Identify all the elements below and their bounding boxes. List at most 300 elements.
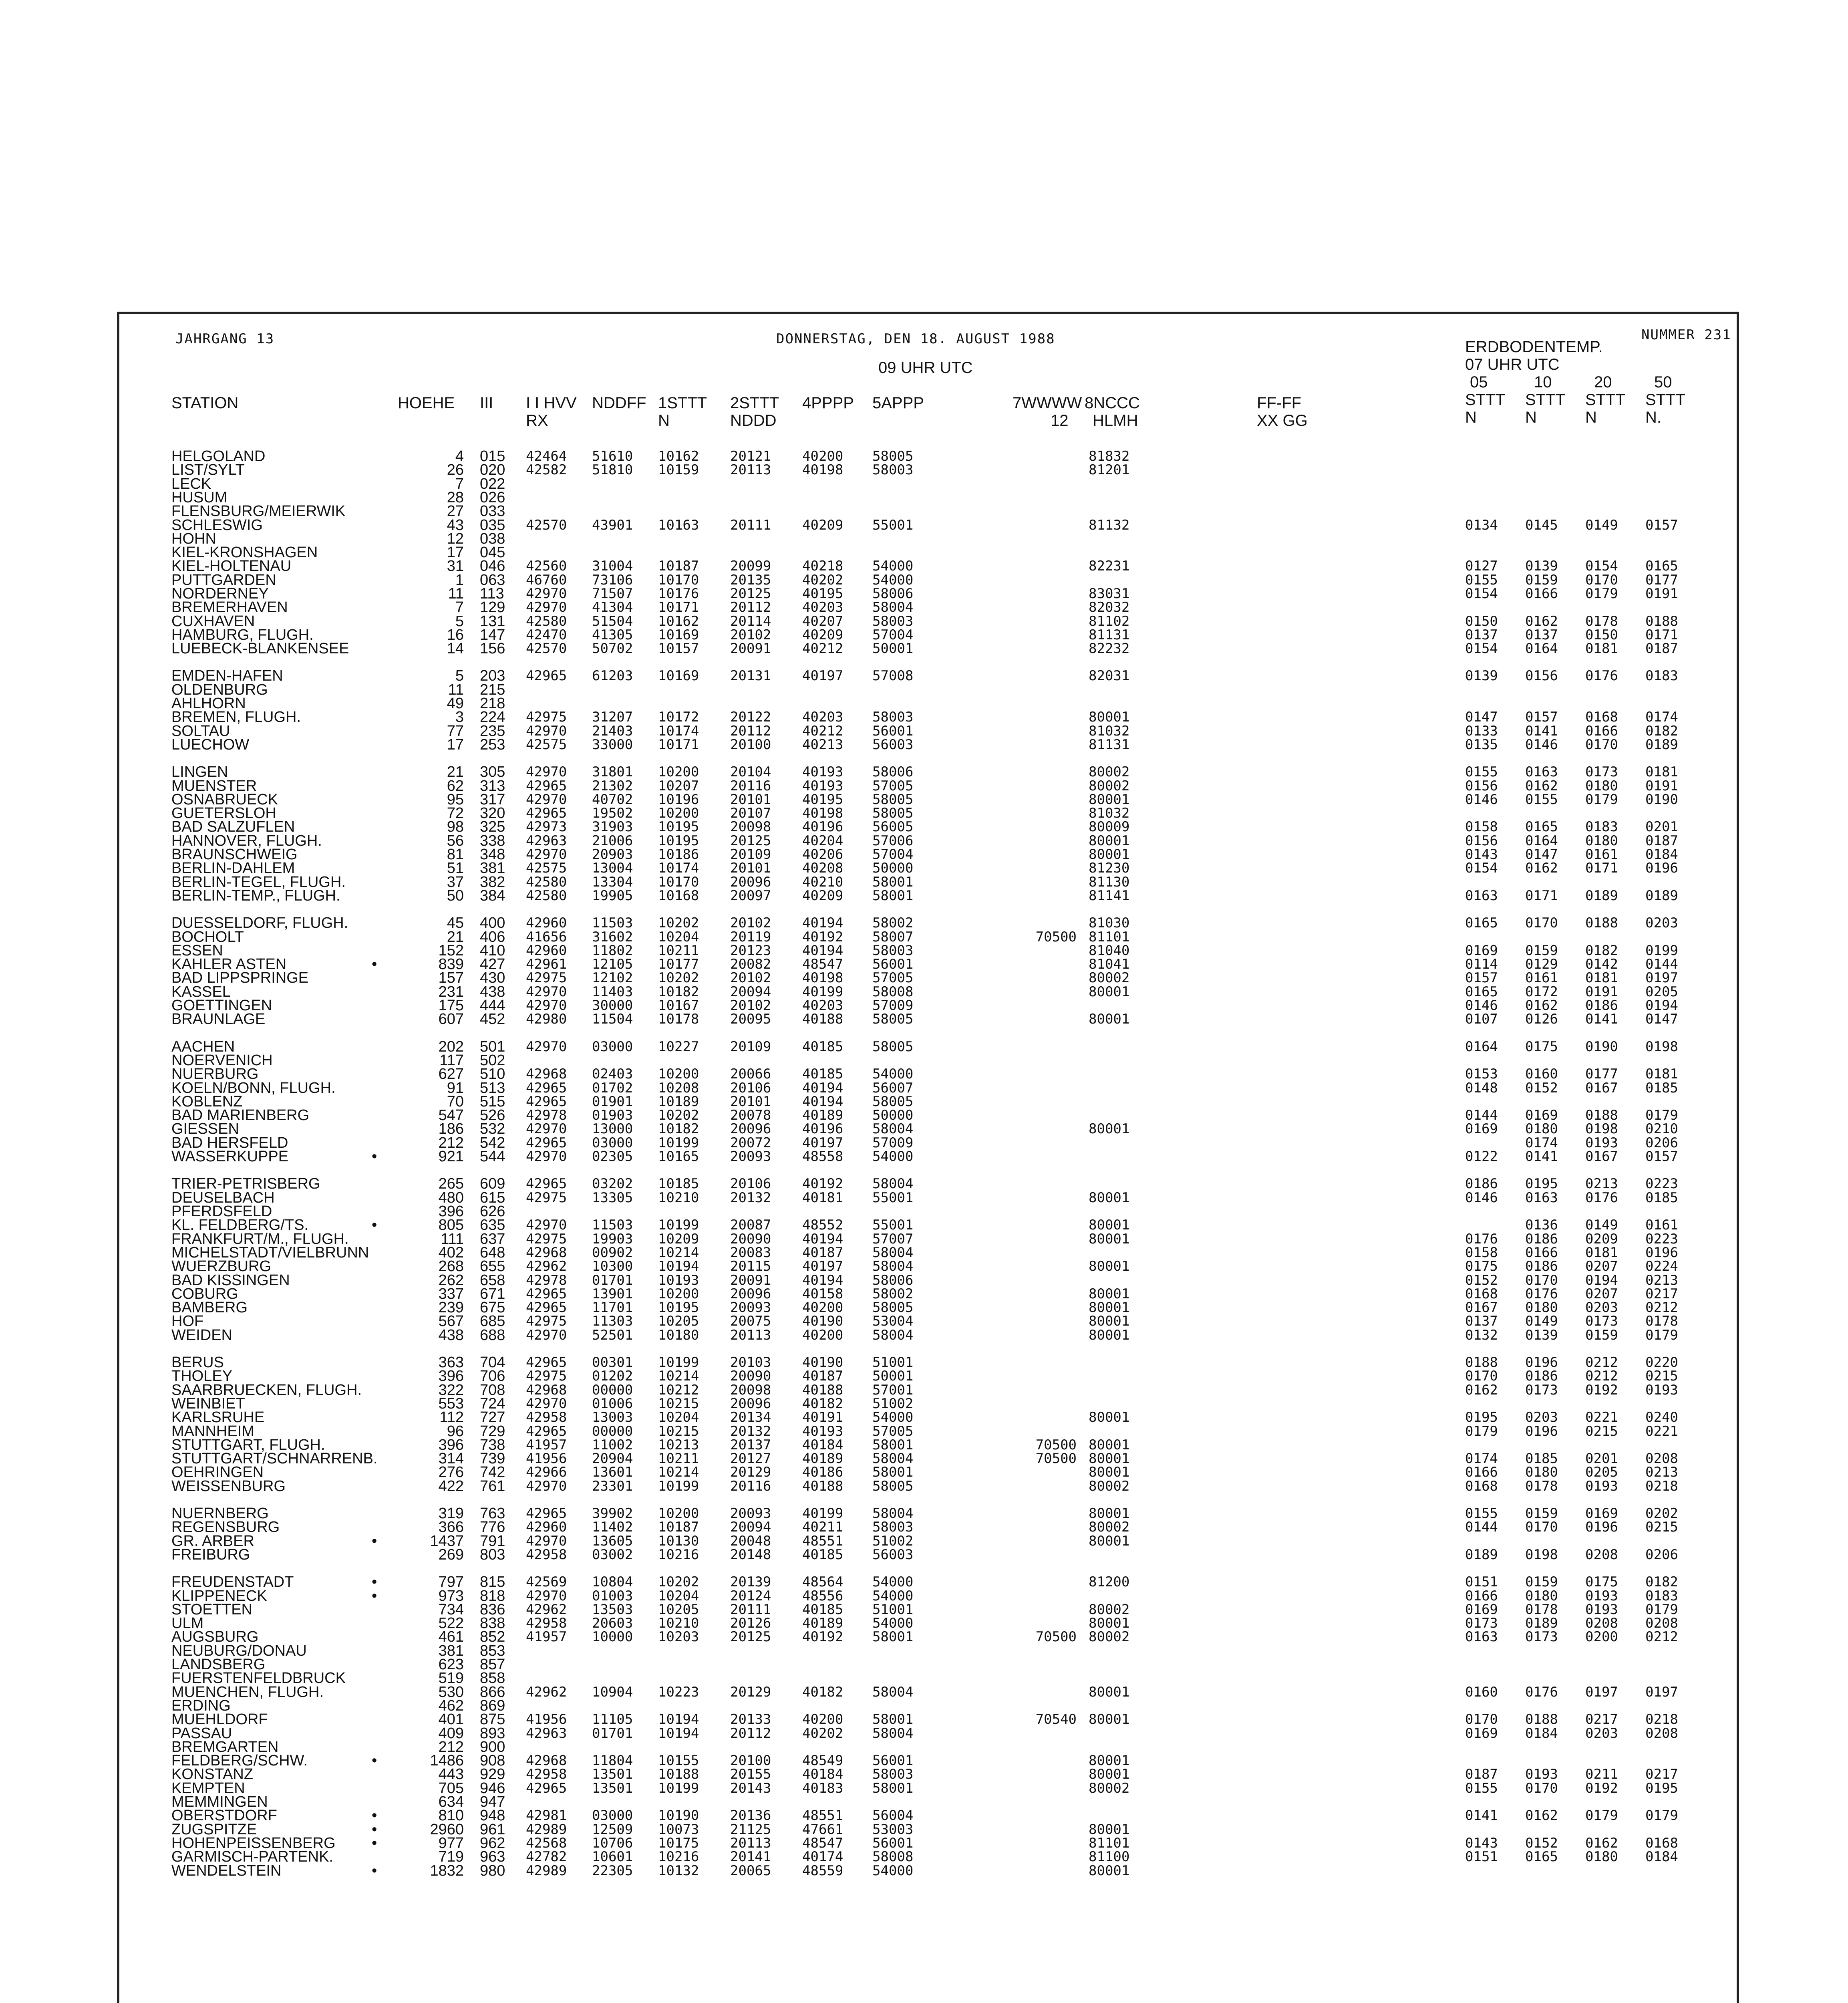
station-name: LECK bbox=[171, 476, 211, 492]
soil-temp-2: 0161 bbox=[1525, 970, 1558, 986]
synop-group-1: 42970 bbox=[526, 723, 567, 739]
col-n-2: N bbox=[1525, 409, 1537, 426]
synop-group-4: 20112 bbox=[730, 1725, 771, 1741]
synop-group-2: 51810 bbox=[592, 462, 633, 478]
station-name: GARMISCH-PARTENK. bbox=[171, 1848, 333, 1865]
station-height: 43 bbox=[447, 517, 464, 534]
synop-group-1: 41956 bbox=[526, 1711, 567, 1727]
soil-temp-1: 0169 bbox=[1465, 1121, 1498, 1137]
station-height: 607 bbox=[438, 1011, 464, 1028]
soil-temp-2: 0185 bbox=[1525, 1451, 1558, 1467]
station-name: WUERZBURG bbox=[171, 1258, 272, 1275]
synop-group-6: 58007 bbox=[872, 929, 914, 945]
synop-group-1: 42970 bbox=[526, 1478, 567, 1494]
station-name: DEUSELBACH bbox=[171, 1189, 275, 1206]
station-id: 739 bbox=[480, 1450, 505, 1467]
synop-group-6: 51002 bbox=[872, 1533, 914, 1549]
synop-group-1: 42470 bbox=[526, 627, 567, 643]
synop-group-1: 42958 bbox=[526, 1766, 567, 1782]
station-height: 1437 bbox=[430, 1533, 464, 1550]
synop-group-4: 20112 bbox=[730, 723, 771, 739]
soil-temp-3: 0193 bbox=[1585, 1588, 1618, 1604]
synop-group-1: 42966 bbox=[526, 1464, 567, 1480]
synop-group-5: 40184 bbox=[802, 1437, 843, 1453]
soil-temp-4: 0217 bbox=[1645, 1766, 1678, 1782]
synop-group-2: 13304 bbox=[592, 874, 633, 890]
synop-group-4: 20102 bbox=[730, 997, 771, 1014]
station-name: STUTTGART, FLUGH. bbox=[171, 1437, 325, 1453]
synop-group-4: 20094 bbox=[730, 984, 771, 1000]
synop-group-2: 13305 bbox=[592, 1190, 633, 1206]
soil-temp-4: 0187 bbox=[1645, 833, 1678, 849]
synop-group-3: 10208 bbox=[658, 1080, 699, 1096]
synop-group-3: 10170 bbox=[658, 874, 699, 890]
station-height: 381 bbox=[438, 1642, 464, 1659]
synop-group-2: 13003 bbox=[592, 1409, 633, 1425]
soil-temp-4: 0195 bbox=[1645, 1780, 1678, 1796]
station-name: OEHRINGEN bbox=[171, 1464, 264, 1481]
synop-group-8: 81041 bbox=[1089, 956, 1130, 972]
synop-group-6: 58004 bbox=[872, 1245, 914, 1261]
synop-group-5: 40212 bbox=[802, 723, 843, 739]
synop-group-6: 54000 bbox=[872, 1863, 914, 1879]
soil-temp-2: 0149 bbox=[1525, 1313, 1558, 1329]
synop-group-5: 48549 bbox=[802, 1753, 843, 1769]
synop-group-3: 10202 bbox=[658, 915, 699, 931]
station-id: 532 bbox=[480, 1120, 505, 1137]
soil-temp-4: 0212 bbox=[1645, 1300, 1678, 1316]
synop-group-1: 42975 bbox=[526, 970, 567, 986]
station-id: 980 bbox=[480, 1862, 505, 1879]
station-name: KOELN/BONN, FLUGH. bbox=[171, 1080, 336, 1096]
soil-temp-3: 0170 bbox=[1585, 572, 1618, 588]
soil-temp-4: 0184 bbox=[1645, 1849, 1678, 1865]
station-name: AHLHORN bbox=[171, 695, 246, 712]
synop-group-8: 80001 bbox=[1089, 1711, 1130, 1727]
soil-temp-1: 0188 bbox=[1465, 1354, 1498, 1370]
synop-group-5: 48551 bbox=[802, 1533, 843, 1549]
synop-group-6: 58001 bbox=[872, 874, 914, 890]
station-id: 382 bbox=[480, 874, 505, 891]
station-id: 020 bbox=[480, 461, 505, 478]
station-id: 706 bbox=[480, 1368, 505, 1384]
synop-group-4: 20106 bbox=[730, 1080, 771, 1096]
station-id: 727 bbox=[480, 1409, 505, 1426]
synop-group-1: 42965 bbox=[526, 1080, 567, 1096]
station-name: HANNOVER, FLUGH. bbox=[171, 832, 322, 849]
soil-temp-2: 0159 bbox=[1525, 572, 1558, 588]
synop-group-8: 80001 bbox=[1089, 1286, 1130, 1302]
synop-group-2: 51610 bbox=[592, 448, 633, 464]
soil-temp-1: 0186 bbox=[1465, 1176, 1498, 1192]
soil-temp-2: 0162 bbox=[1525, 613, 1558, 629]
synop-group-8: 81132 bbox=[1089, 517, 1130, 533]
synop-group-2: 31004 bbox=[592, 558, 633, 574]
station-name: KASSEL bbox=[171, 983, 231, 1000]
synop-group-1: 42569 bbox=[526, 1574, 567, 1590]
soil-temp-1: 0151 bbox=[1465, 1849, 1498, 1865]
soil-temp-2: 0163 bbox=[1525, 1190, 1558, 1206]
synop-group-3: 10180 bbox=[658, 1327, 699, 1343]
station-height: 186 bbox=[438, 1120, 464, 1137]
synop-group-6: 58004 bbox=[872, 1258, 914, 1274]
soil-temp-3: 0159 bbox=[1585, 1327, 1618, 1343]
col-station: STATION bbox=[171, 394, 239, 412]
station-height: 627 bbox=[438, 1066, 464, 1082]
synop-group-6: 50000 bbox=[872, 1107, 914, 1123]
soil-temp-4: 0191 bbox=[1645, 778, 1678, 794]
soil-temp-4: 0179 bbox=[1645, 1327, 1678, 1343]
synop-group-3: 10195 bbox=[658, 1300, 699, 1316]
synop-group-4: 20132 bbox=[730, 1190, 771, 1206]
synop-group-1: 42978 bbox=[526, 1107, 567, 1123]
synop-group-2: 11402 bbox=[592, 1519, 633, 1535]
synop-group-1: 42975 bbox=[526, 1190, 567, 1206]
station-id: 147 bbox=[480, 627, 505, 643]
synop-group-2: 01006 bbox=[592, 1396, 633, 1412]
soil-temp-3: 0141 bbox=[1585, 1011, 1618, 1027]
soil-temp-1: 0137 bbox=[1465, 1313, 1498, 1329]
synop-group-6: 58003 bbox=[872, 1766, 914, 1782]
synop-group-8: 81141 bbox=[1089, 888, 1130, 904]
synop-group-6: 58003 bbox=[872, 1519, 914, 1535]
station-id: 218 bbox=[480, 695, 505, 712]
station-height: 239 bbox=[438, 1299, 464, 1316]
soil-temp-3: 0170 bbox=[1585, 737, 1618, 753]
soil-temp-3: 0173 bbox=[1585, 764, 1618, 780]
mountain-marker: • bbox=[372, 1148, 377, 1165]
station-id: 615 bbox=[480, 1189, 505, 1206]
soil-temp-1: 0176 bbox=[1465, 1231, 1498, 1247]
soil-temp-1: 0187 bbox=[1465, 1766, 1498, 1782]
station-height: 547 bbox=[438, 1107, 464, 1124]
station-height: 7 bbox=[455, 599, 464, 616]
synop-group-3: 10130 bbox=[658, 1533, 699, 1549]
synop-group-5: 40192 bbox=[802, 1176, 843, 1192]
soil-temp-2: 0170 bbox=[1525, 1519, 1558, 1535]
synop-group-8: 80002 bbox=[1089, 778, 1130, 794]
soil-temp-1: 0122 bbox=[1465, 1149, 1498, 1165]
station-id: 022 bbox=[480, 476, 505, 492]
synop-group-3: 10177 bbox=[658, 956, 699, 972]
report-date: DONNERSTAG, DEN 18. AUGUST 1988 bbox=[776, 331, 1055, 347]
synop-group-5: 40188 bbox=[802, 1011, 843, 1027]
station-height: 11 bbox=[448, 585, 464, 602]
synop-group-2: 03000 bbox=[592, 1808, 633, 1824]
synop-group-8: 80001 bbox=[1089, 1437, 1130, 1453]
soil-temp-3: 0201 bbox=[1585, 1451, 1618, 1467]
station-height: 5 bbox=[455, 613, 464, 630]
synop-group-8: 81131 bbox=[1089, 627, 1130, 643]
soil-temp-1: 0155 bbox=[1465, 1505, 1498, 1521]
station-name: FELDBERG/SCHW. bbox=[171, 1752, 308, 1769]
synop-group-6: 58003 bbox=[872, 462, 914, 478]
station-height: 175 bbox=[438, 997, 464, 1014]
col-stttn-4: STTT bbox=[1645, 391, 1685, 409]
soil-temp-2: 0163 bbox=[1525, 764, 1558, 780]
synop-group-1: 42962 bbox=[526, 1602, 567, 1618]
synop-group-2: 20904 bbox=[592, 1451, 633, 1467]
col-group3: 1STTT bbox=[658, 394, 707, 412]
synop-group-2: 21302 bbox=[592, 778, 633, 794]
station-name: HAMBURG, FLUGH. bbox=[171, 627, 314, 643]
station-id: 893 bbox=[480, 1725, 505, 1742]
synop-group-4: 20116 bbox=[730, 1478, 771, 1494]
synop-group-4: 20102 bbox=[730, 970, 771, 986]
soil-temp-1: 0158 bbox=[1465, 819, 1498, 835]
synop-group-6: 56004 bbox=[872, 1808, 914, 1824]
synop-group-1: 42970 bbox=[526, 1588, 567, 1604]
synop-group-4: 20143 bbox=[730, 1780, 771, 1796]
synop-group-6: 58001 bbox=[872, 1711, 914, 1727]
station-name: KEMPTEN bbox=[171, 1780, 245, 1797]
synop-group-2: 01202 bbox=[592, 1368, 633, 1384]
synop-group-1: 42570 bbox=[526, 517, 567, 533]
synop-group-5: 40195 bbox=[802, 586, 843, 602]
soil-temp-1: 0133 bbox=[1465, 723, 1498, 739]
soil-temp-1: 0151 bbox=[1465, 1574, 1498, 1590]
synop-group-6: 57006 bbox=[872, 833, 914, 849]
col-stttn-1: STTT bbox=[1465, 391, 1505, 409]
synop-group-2: 11303 bbox=[592, 1313, 633, 1329]
synop-group-1: 42961 bbox=[526, 956, 567, 972]
synop-group-2: 01003 bbox=[592, 1588, 633, 1604]
soil-temp-3: 0193 bbox=[1585, 1602, 1618, 1618]
station-id: 947 bbox=[480, 1793, 505, 1810]
soil-temp-2: 0178 bbox=[1525, 1478, 1558, 1494]
synop-group-3: 10215 bbox=[658, 1396, 699, 1412]
soil-temp-1: 0166 bbox=[1465, 1588, 1498, 1604]
soil-temp-2: 0170 bbox=[1525, 1272, 1558, 1288]
station-name: BERLIN-TEGEL, FLUGH. bbox=[171, 874, 346, 891]
synop-group-3: 10204 bbox=[658, 929, 699, 945]
synop-group-6: 56007 bbox=[872, 1080, 914, 1096]
soil-temp-4: 0182 bbox=[1645, 1574, 1678, 1590]
synop-group-4: 20109 bbox=[730, 1039, 771, 1055]
soil-temp-4: 0144 bbox=[1645, 956, 1678, 972]
station-name: REGENSBURG bbox=[171, 1519, 280, 1535]
station-id: 858 bbox=[480, 1670, 505, 1687]
station-id: 348 bbox=[480, 846, 505, 863]
station-name: GR. ARBER bbox=[171, 1533, 254, 1550]
soil-temp-3: 0208 bbox=[1585, 1547, 1618, 1563]
station-id: 544 bbox=[480, 1148, 505, 1165]
soil-temp-4: 0185 bbox=[1645, 1190, 1678, 1206]
synop-group-3: 10207 bbox=[658, 778, 699, 794]
synop-group-2: 33000 bbox=[592, 737, 633, 753]
synop-group-1: 42970 bbox=[526, 586, 567, 602]
synop-group-8: 80002 bbox=[1089, 1602, 1130, 1618]
synop-group-4: 20113 bbox=[730, 462, 771, 478]
synop-group-8: 80001 bbox=[1089, 1300, 1130, 1316]
station-name: COBURG bbox=[171, 1286, 238, 1302]
soil-temp-1: 0158 bbox=[1465, 1245, 1498, 1261]
soil-temp-1: 0154 bbox=[1465, 860, 1498, 876]
synop-group-8: 82032 bbox=[1089, 599, 1130, 615]
synop-group-3: 10174 bbox=[658, 860, 699, 876]
synop-group-4: 20093 bbox=[730, 1149, 771, 1165]
station-name: BAD HERSFELD bbox=[171, 1134, 288, 1151]
synop-group-5: 40187 bbox=[802, 1245, 843, 1261]
soil-temp-4: 0223 bbox=[1645, 1176, 1678, 1192]
synop-group-2: 41305 bbox=[592, 627, 633, 643]
soil-temp-4: 0197 bbox=[1645, 970, 1678, 986]
synop-group-6: 58001 bbox=[872, 1780, 914, 1796]
synop-group-7: 70540 bbox=[1035, 1711, 1077, 1727]
station-height: 443 bbox=[438, 1766, 464, 1783]
soil-temp-1: 0155 bbox=[1465, 764, 1498, 780]
synop-group-5: 40189 bbox=[802, 1107, 843, 1123]
station-id: 046 bbox=[480, 558, 505, 574]
station-id: 129 bbox=[480, 599, 505, 616]
synop-group-5: 40210 bbox=[802, 874, 843, 890]
synop-group-5: 40197 bbox=[802, 1135, 843, 1151]
synop-group-5: 40193 bbox=[802, 1423, 843, 1439]
station-id: 305 bbox=[480, 764, 505, 780]
station-id: 724 bbox=[480, 1395, 505, 1412]
synop-group-4: 20096 bbox=[730, 874, 771, 890]
soil-temp-2: 0156 bbox=[1525, 668, 1558, 684]
soil-temp-1: 0150 bbox=[1465, 613, 1498, 629]
synop-group-3: 10162 bbox=[658, 448, 699, 464]
synop-group-2: 00000 bbox=[592, 1423, 633, 1439]
station-id: 501 bbox=[480, 1038, 505, 1055]
soil-temp-1: 0152 bbox=[1465, 1272, 1498, 1288]
soil-temp-1: 0168 bbox=[1465, 1478, 1498, 1494]
soil-temp-3: 0189 bbox=[1585, 888, 1618, 904]
soil-temp-1: 0146 bbox=[1465, 1190, 1498, 1206]
station-height: 12 bbox=[447, 530, 464, 547]
synop-group-4: 20132 bbox=[730, 1423, 771, 1439]
soil-temp-2: 0176 bbox=[1525, 1286, 1558, 1302]
station-id: 515 bbox=[480, 1093, 505, 1110]
synop-group-5: 48558 bbox=[802, 1149, 843, 1165]
synop-group-4: 20135 bbox=[730, 572, 771, 588]
station-height: 322 bbox=[438, 1382, 464, 1398]
synop-group-8: 80009 bbox=[1089, 819, 1130, 835]
station-height: 337 bbox=[438, 1286, 464, 1302]
synop-group-2: 02305 bbox=[592, 1149, 633, 1165]
station-id: 313 bbox=[480, 778, 505, 794]
soil-temp-2: 0145 bbox=[1525, 517, 1558, 533]
synop-group-1: 42975 bbox=[526, 709, 567, 725]
station-height: 705 bbox=[438, 1780, 464, 1797]
synop-group-5: 40187 bbox=[802, 1368, 843, 1384]
synop-group-4: 20083 bbox=[730, 1245, 771, 1261]
synop-group-8: 80002 bbox=[1089, 1780, 1130, 1796]
soil-temp-3: 0188 bbox=[1585, 1107, 1618, 1123]
synop-group-5: 40194 bbox=[802, 1094, 843, 1110]
synop-group-1: 42580 bbox=[526, 613, 567, 629]
synop-group-1: 42568 bbox=[526, 1835, 567, 1851]
synop-group-5: 40198 bbox=[802, 462, 843, 478]
synop-group-1: 42965 bbox=[526, 1423, 567, 1439]
synop-group-1: 42970 bbox=[526, 1121, 567, 1137]
jahrgang-label: JAHRGANG 13 bbox=[175, 331, 275, 347]
synop-group-5: 40190 bbox=[802, 1354, 843, 1370]
soil-temp-4: 0217 bbox=[1645, 1286, 1678, 1302]
synop-group-4: 20090 bbox=[730, 1231, 771, 1247]
synop-group-8: 80001 bbox=[1089, 1822, 1130, 1838]
synop-group-1: 42975 bbox=[526, 1368, 567, 1384]
synop-group-5: 48551 bbox=[802, 1808, 843, 1824]
synop-group-1: 42960 bbox=[526, 915, 567, 931]
soil-temp-4: 0218 bbox=[1645, 1711, 1678, 1727]
synop-group-3: 10157 bbox=[658, 641, 699, 657]
synop-group-3: 10205 bbox=[658, 1313, 699, 1329]
synop-group-1: 42970 bbox=[526, 1149, 567, 1165]
synop-group-8: 80002 bbox=[1089, 1478, 1130, 1494]
soil-temp-3: 0211 bbox=[1585, 1766, 1618, 1782]
synop-group-3: 10188 bbox=[658, 1766, 699, 1782]
soil-temp-4: 0208 bbox=[1645, 1451, 1678, 1467]
synop-group-2: 11105 bbox=[592, 1711, 633, 1727]
synop-group-1: 42970 bbox=[526, 1533, 567, 1549]
station-id: 852 bbox=[480, 1628, 505, 1645]
synop-group-5: 40212 bbox=[802, 641, 843, 657]
soil-temp-2: 0203 bbox=[1525, 1409, 1558, 1425]
col-n-1: N bbox=[1465, 409, 1477, 426]
soil-temp-3: 0186 bbox=[1585, 997, 1618, 1014]
station-height: 5 bbox=[455, 667, 464, 684]
synop-group-5: 40194 bbox=[802, 943, 843, 959]
synop-group-6: 58008 bbox=[872, 1849, 914, 1865]
synop-group-4: 20066 bbox=[730, 1066, 771, 1082]
synop-group-8: 81101 bbox=[1089, 1835, 1130, 1851]
soil-temp-2: 0147 bbox=[1525, 846, 1558, 862]
synop-group-3: 10171 bbox=[658, 737, 699, 753]
soil-temp-1: 0168 bbox=[1465, 1286, 1498, 1302]
station-name: NUERNBERG bbox=[171, 1505, 269, 1522]
station-id: 763 bbox=[480, 1505, 505, 1522]
station-height: 117 bbox=[439, 1052, 464, 1069]
synop-group-1: 42582 bbox=[526, 462, 567, 478]
soil-temp-2: 0180 bbox=[1525, 1464, 1558, 1480]
synop-group-2: 19905 bbox=[592, 888, 633, 904]
soil-temp-1: 0167 bbox=[1465, 1300, 1498, 1316]
station-id: 869 bbox=[480, 1697, 505, 1714]
soil-temp-4: 0177 bbox=[1645, 572, 1678, 588]
synop-group-1: 42560 bbox=[526, 558, 567, 574]
synop-group-3: 10199 bbox=[658, 1217, 699, 1233]
station-id: 803 bbox=[480, 1546, 505, 1563]
soil-temp-2: 0173 bbox=[1525, 1629, 1558, 1645]
soil-temp-4: 0147 bbox=[1645, 1011, 1678, 1027]
main-utc-label: 09 UHR UTC bbox=[878, 359, 973, 377]
synop-group-1: 42965 bbox=[526, 668, 567, 684]
soil-temp-1: 0107 bbox=[1465, 1011, 1498, 1027]
synop-group-6: 50000 bbox=[872, 860, 914, 876]
synop-group-6: 57009 bbox=[872, 1135, 914, 1151]
synop-group-1: 42782 bbox=[526, 1849, 567, 1865]
soil-temp-1: 0154 bbox=[1465, 586, 1498, 602]
station-height: 522 bbox=[438, 1615, 464, 1632]
soil-temp-3: 0217 bbox=[1585, 1711, 1618, 1727]
station-id: 427 bbox=[480, 956, 505, 973]
synop-group-3: 10212 bbox=[658, 1382, 699, 1398]
station-name: KIEL-KRONSHAGEN bbox=[171, 544, 318, 561]
station-id: 946 bbox=[480, 1780, 505, 1797]
station-height: 530 bbox=[438, 1684, 464, 1701]
synop-group-6: 56003 bbox=[872, 1547, 914, 1563]
station-id: 658 bbox=[480, 1272, 505, 1289]
synop-group-6: 54000 bbox=[872, 572, 914, 588]
synop-group-6: 58002 bbox=[872, 915, 914, 931]
synop-group-1: 42978 bbox=[526, 1272, 567, 1288]
soil-temp-3: 0181 bbox=[1585, 970, 1618, 986]
synop-group-5: 40189 bbox=[802, 1451, 843, 1467]
synop-group-1: 42970 bbox=[526, 846, 567, 862]
